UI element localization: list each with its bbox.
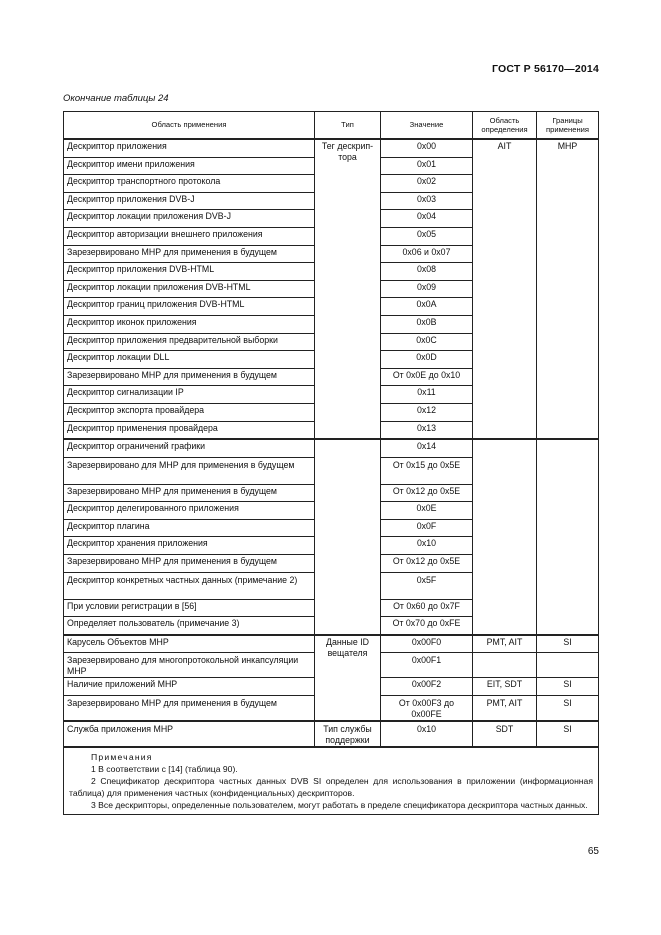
cell-scope	[473, 653, 537, 678]
cell-area: Дескриптор приложения предварительной выборки	[64, 333, 315, 351]
cell-area: Зарезервировано МНР для применения в будущем	[64, 555, 315, 573]
cell-value: 0x01	[381, 157, 473, 175]
cell-area: Определяет пользователь (примечание 3)	[64, 617, 315, 635]
col-header-scope: Область определения	[473, 112, 537, 140]
notes-title: Примечания	[91, 752, 153, 763]
table-caption: Окончание таблицы 24	[63, 93, 169, 104]
cell-value: 0x10	[381, 537, 473, 555]
cell-type-group2	[315, 439, 381, 635]
cell-value: 0x12	[381, 403, 473, 421]
cell-value: 0x0B	[381, 315, 473, 333]
note-item: 1 В соответствии с [14] (таблица 90).	[91, 764, 238, 775]
notes-cell	[64, 747, 599, 815]
cell-area: При условии регистрации в [56]	[64, 599, 315, 617]
cell-bounds	[537, 653, 599, 678]
cell-bounds-group2	[537, 439, 599, 635]
col-header-area: Область применения	[64, 112, 315, 140]
cell-area: Дескриптор применения провайдера	[64, 421, 315, 439]
cell-value: От 0x60 до 0x7F	[381, 599, 473, 617]
col-header-value: Значение	[381, 112, 473, 140]
cell-area: Дескриптор конкретных частных данных (примечание 2)	[64, 572, 315, 599]
col-header-bounds: Границы применения	[537, 112, 599, 140]
cell-value: 0x0A	[381, 298, 473, 316]
cell-area: Дескриптор границ приложения DVB-HTML	[64, 298, 315, 316]
cell-value: 0x00F2	[381, 678, 473, 696]
cell-value: От 0x0E до 0x10	[381, 368, 473, 386]
cell-area: Зарезервировано для многопротокольной инкапсуляции МНР	[64, 653, 315, 678]
table-row	[64, 721, 599, 747]
cell-type-group3: Данные ID вещателя	[315, 635, 381, 721]
cell-value: 0x11	[381, 386, 473, 404]
cell-value: 0x08	[381, 263, 473, 281]
cell-value: От 0x12 до 0x5E	[381, 484, 473, 502]
cell-area: Дескриптор приложения DVB-HTML	[64, 263, 315, 281]
cell-area: Дескриптор локации приложения DVB-HTML	[64, 280, 315, 298]
table-row	[64, 635, 599, 653]
cell-area: Дескриптор приложения	[64, 139, 315, 157]
cell-value: 0x02	[381, 175, 473, 193]
cell-value: 0x0F	[381, 519, 473, 537]
cell-area: Дескриптор иконок приложения	[64, 315, 315, 333]
notes-row	[64, 747, 599, 815]
cell-bounds: SI	[537, 696, 599, 722]
cell-scope: PMT, AIT	[473, 635, 537, 653]
table-header-row	[64, 112, 599, 140]
cell-type-group1: Тег дескрип-тора	[315, 139, 381, 439]
cell-area: Дескриптор локации приложения DVB-J	[64, 210, 315, 228]
cell-value: 0x05	[381, 227, 473, 245]
cell-area: Дескриптор сигнализации IP	[64, 386, 315, 404]
cell-value: 0x03	[381, 192, 473, 210]
cell-scope: PMT, AIT	[473, 696, 537, 722]
cell-value: 0x00F0	[381, 635, 473, 653]
cell-area: Дескриптор хранения приложения	[64, 537, 315, 555]
cell-value: 0x00F1	[381, 653, 473, 678]
cell-bounds: SI	[537, 678, 599, 696]
document-id: ГОСТ Р 56170—2014	[491, 63, 599, 75]
table-row	[64, 139, 599, 157]
cell-bounds-group1: МНР	[537, 139, 599, 439]
cell-scope: EIT, SDT	[473, 678, 537, 696]
cell-value: 0x0E	[381, 502, 473, 520]
cell-value: 0x04	[381, 210, 473, 228]
note-item: 3 Все дескрипторы, определенные пользователем, могут работать в пределе спецификатора дескриптора частных данных.	[91, 800, 588, 811]
descriptor-table	[63, 111, 599, 815]
cell-area: Зарезервировано МНР для применения в будущем	[64, 368, 315, 386]
cell-value: 0x10	[381, 721, 473, 747]
cell-area: Наличие приложений МНР	[64, 678, 315, 696]
cell-area: Дескриптор локации DLL	[64, 351, 315, 369]
cell-area: Дескриптор делегированного приложения	[64, 502, 315, 520]
cell-area: Дескриптор авторизации внешнего приложения	[64, 227, 315, 245]
cell-value: 0x5F	[381, 572, 473, 599]
cell-value: От 0x15 до 0x5E	[381, 457, 473, 484]
cell-area: Дескриптор приложения DVB-J	[64, 192, 315, 210]
cell-value: 0x09	[381, 280, 473, 298]
cell-area: Зарезервировано МНР для применения в будущем	[64, 245, 315, 263]
col-header-type: Тип	[315, 112, 381, 140]
cell-value: От 0x12 до 0x5E	[381, 555, 473, 573]
cell-value: От 0x70 до 0xFE	[381, 617, 473, 635]
cell-area: Дескриптор экспорта провайдера	[64, 403, 315, 421]
cell-bounds: SI	[537, 721, 599, 747]
cell-value: 0x14	[381, 439, 473, 457]
cell-scope-group1: AIT	[473, 139, 537, 439]
cell-scope-group2	[473, 439, 537, 635]
cell-scope: SDT	[473, 721, 537, 747]
cell-value: 0x00	[381, 139, 473, 157]
cell-bounds: SI	[537, 635, 599, 653]
note-item: 2 Спецификатор дескриптора частных данных DVB SI определен для использования в приложении (информационная таблица) для применения частных (конфиденциальных) дескрипторов.	[69, 776, 593, 799]
table-row	[64, 439, 599, 457]
cell-area: Дескриптор ограничений графики	[64, 439, 315, 457]
cell-area: Зарезервировано МНР для применения в будущем	[64, 484, 315, 502]
page-number: 65	[587, 846, 599, 857]
cell-area: Дескриптор транспортного протокола	[64, 175, 315, 193]
cell-value: 0x0D	[381, 351, 473, 369]
cell-area: Зарезервировано МНР для применения в будущем	[64, 696, 315, 722]
cell-value: От 0x00F3 до 0x00FE	[381, 696, 473, 722]
cell-type: Тип службы поддержки	[315, 721, 381, 747]
cell-area: Служба приложения МНР	[64, 721, 315, 747]
cell-area: Дескриптор имени приложения	[64, 157, 315, 175]
cell-area: Карусель Объектов МНР	[64, 635, 315, 653]
cell-value: 0x06 и 0x07	[381, 245, 473, 263]
cell-area: Зарезервировано для МНР для применения в будущем	[64, 457, 315, 484]
cell-area: Дескриптор плагина	[64, 519, 315, 537]
cell-value: 0x0C	[381, 333, 473, 351]
cell-value: 0x13	[381, 421, 473, 439]
